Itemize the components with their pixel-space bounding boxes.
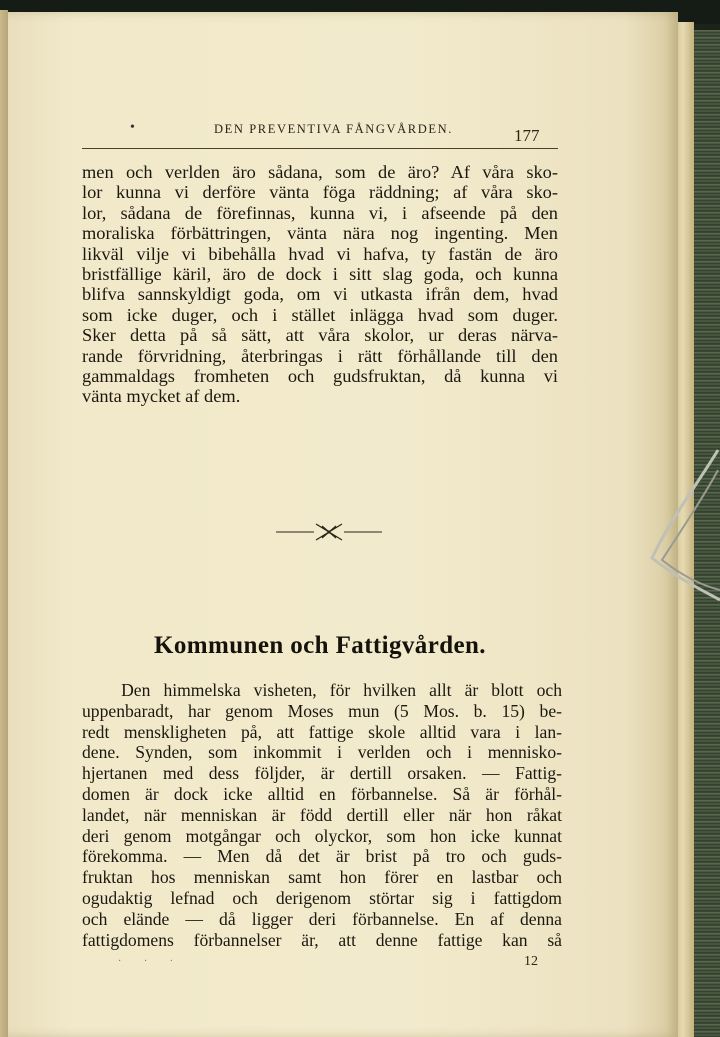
text-line: deri genom motgångar och olyckor, som hon icke kunnat [82,825,562,846]
running-head: DEN PREVENTIVA FÅNGVÅRDEN. [214,122,453,136]
header-rule [82,148,558,149]
text-line: uppenbaradt, har genom Moses mun (5 Mos. b. 15) be- [82,700,562,721]
text-line: rande förvridning, återbringas i rätt förhållande till den [82,345,558,366]
text-line: moraliska förbättringen, vänta nära nog ingenting. Men [82,223,558,244]
header-marker: • [130,120,135,135]
text-line: redt menskligheten på, att fattige skole alltid vara i lan- [82,721,562,742]
text-line: Den himmelska visheten, för hvilken allt är blott och [82,680,562,700]
text-line: fattigdomens förbannelser är, att denne fattige kan så [82,929,562,950]
ornament-divider [276,520,382,544]
text-line: fruktan hos menniskan samt hon förer en lastbar och [82,867,562,888]
text-line: Sker detta på så sätt, att våra skolor, ur deras närva- [82,325,558,346]
page-header [82,118,558,152]
text-line: vänta mycket af dem. [82,386,241,407]
paragraph-2 [82,680,562,950]
bottom-dots: · · · [118,956,183,967]
text-line: gammaldags fromheten och gudsfruktan, då kunna vi [82,365,558,386]
text-line: och elände — då ligger deri förbannelse. En af denna [82,908,562,929]
text-line: bristfällige käril, äro de dock i sitt slag goda, och kunna [82,263,558,284]
text-line: domen är dock icke alltid en förbannelse. Så är förhål- [82,783,562,804]
text-line: lor kunna vi derföre vänta föga räddning; af våra sko- [82,182,558,203]
text-line: lor, sådana de förefinnas, kunna vi, i afseende på den [82,202,558,223]
section-title: Kommunen och Fattigvården. [154,632,486,659]
text-line: förekomma. — Men då det är brist på tro och guds- [82,846,562,867]
text-line: som icke duger, och i stället inlägga hvad som duger. [82,304,558,325]
text-line: men och verlden äro sådana, som de äro? Af våra sko- [82,162,558,182]
text-line: likväl vilje vi bibehålla hvad vi hafva, ty fastän de äro [82,243,558,264]
text-line: dene. Synden, som inkommit i verlden och i mennisko- [82,742,562,763]
text-line: ogudaktig lefnad och derigenom störtar sig i fattigdom [82,887,562,908]
text-line: blifva sannskyldigt goda, om vi utkasta ifrån dem, hvad [82,284,558,305]
text-line: landet, när menniskan är född dertill eller när hon råkat [82,804,562,825]
paragraph-1 [82,162,558,407]
text-line: hjertanen med dess följder, är dertill orsaken. — Fattig- [82,763,562,784]
left-page-edge [0,10,8,1037]
signature-mark: 12 [524,954,538,969]
book-cover-edge [694,30,720,1037]
page-number: 177 [514,126,540,145]
